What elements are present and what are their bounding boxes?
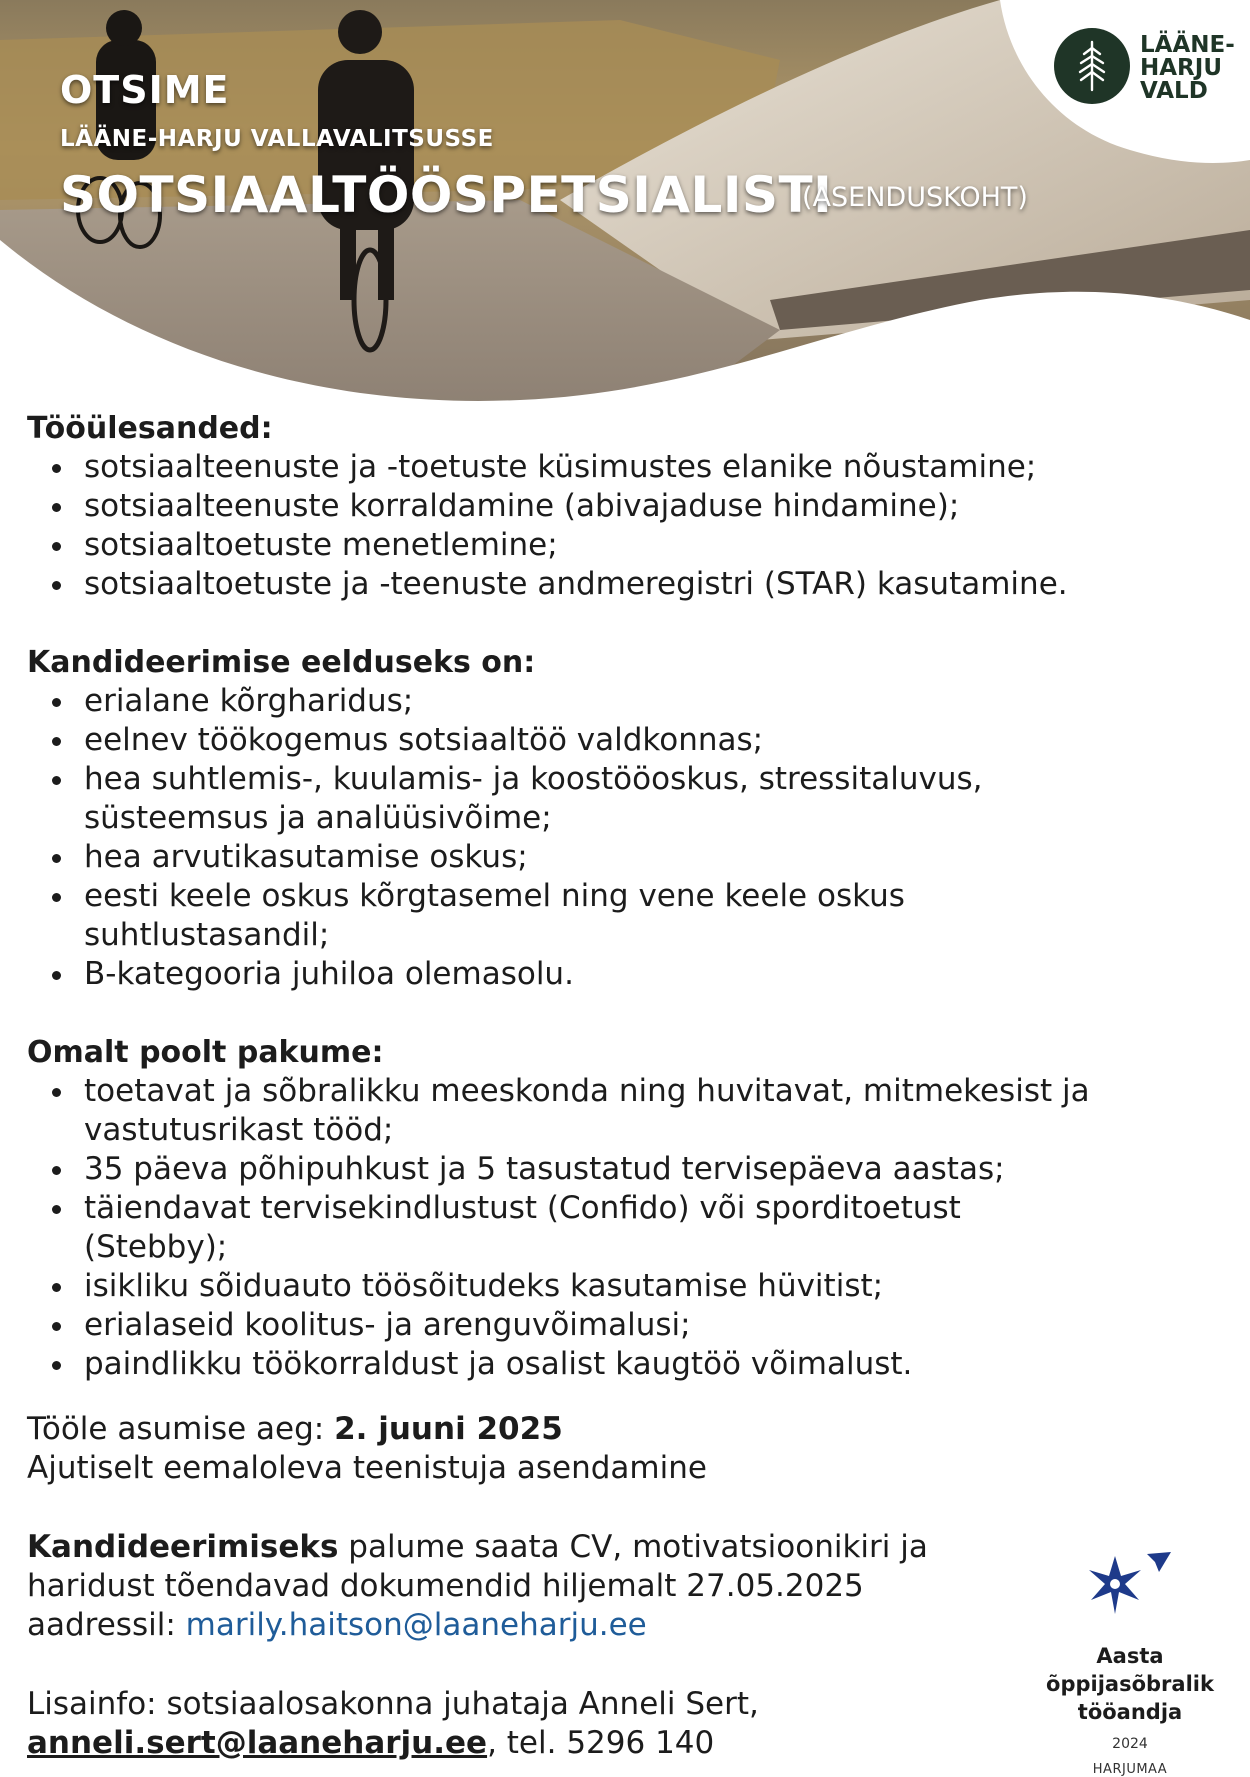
logo-line-1: LÄÄNE- bbox=[1140, 32, 1235, 58]
hero-kicker: OTSIME bbox=[60, 68, 230, 112]
list-item: paindlikku töökorraldust ja osalist kaugtöö võimalust. bbox=[27, 1345, 1207, 1384]
contact-email-link[interactable]: anneli.sert@laaneharju.ee bbox=[27, 1725, 488, 1761]
hero-employer: LÄÄNE-HARJU VALLAVALITSUSSE bbox=[60, 126, 494, 152]
apply-line-2: haridust tõendavad dokumendid hiljemalt 27.05.2025 bbox=[27, 1568, 864, 1604]
list-item: 35 päeva põhipuhkust ja 5 tasustatud tervisepäeva aastas; bbox=[27, 1150, 1207, 1189]
apply-email-link[interactable]: marily.haitson@laaneharju.ee bbox=[185, 1607, 647, 1643]
list-item: sotsiaaltoetuste ja -teenuste andmeregistri (STAR) kasutamine. bbox=[27, 565, 1207, 604]
list-item: erialaseid koolitus- ja arenguvõimalusi; bbox=[27, 1306, 1207, 1345]
job-subtitle: (ASENDUSKOHT) bbox=[802, 182, 1028, 213]
list-item: hea arvutikasutamise oskus; bbox=[27, 838, 1207, 877]
offer-list bbox=[27, 1072, 1207, 1384]
start-date-line bbox=[27, 1410, 1207, 1449]
logo-line-3: VALD bbox=[1140, 78, 1208, 104]
requirements-list bbox=[27, 682, 1207, 994]
municipality-logo bbox=[1054, 28, 1130, 104]
section-heading-offer: Omalt poolt pakume: bbox=[27, 1035, 384, 1070]
list-item: isikliku sõiduauto töösõitudeks kasutamise hüvitist; bbox=[27, 1267, 1207, 1306]
start-date-label: Tööle asumise aeg: bbox=[27, 1411, 335, 1447]
list-item: erialane kõrgharidus; bbox=[27, 682, 1207, 721]
list-item: eesti keele oskus kõrgtasemel ning vene keele oskus suhtlustasandil; bbox=[27, 877, 1207, 955]
award-year: 2024 bbox=[1112, 1736, 1148, 1752]
list-item: sotsiaalteenuste ja -toetuste küsimustes elanike nõustamine; bbox=[27, 448, 1207, 487]
fir-branch-icon bbox=[1054, 28, 1130, 104]
list-item: toetavat ja sõbralikku meeskonda ning huvitavat, mitmekesist ja vastutusrikast tööd; bbox=[27, 1072, 1207, 1150]
blue-star-burst-icon bbox=[1085, 1550, 1175, 1620]
list-item: B-kategooria juhiloa olemasolu. bbox=[27, 955, 1207, 994]
list-item: sotsiaaltoetuste menetlemine; bbox=[27, 526, 1207, 565]
job-title: SOTSIAALTÖÖSPETSIALISTI bbox=[60, 166, 833, 224]
start-date-value: 2. juuni 2025 bbox=[334, 1411, 563, 1447]
list-item: sotsiaalteenuste korraldamine (abivajaduse hindamine); bbox=[27, 487, 1207, 526]
hero-banner bbox=[0, 0, 1250, 420]
employer-award-badge bbox=[1010, 1550, 1250, 1777]
apply-bold: Kandideerimiseks bbox=[27, 1529, 339, 1565]
list-item: eelnev töökogemus sotsiaaltöö valdkonnas; bbox=[27, 721, 1207, 760]
list-item: täiendavat tervisekindlustust (Confido) või sporditoetust (Stebby); bbox=[27, 1189, 1207, 1267]
section-heading-requirements: Kandideerimise eelduseks on: bbox=[27, 645, 536, 680]
list-item: hea suhtlemis-, kuulamis- ja koostööoskus, stressitaluvus, süsteemsus ja analüüsivõime; bbox=[27, 760, 1207, 838]
info-line: Lisainfo: sotsiaalosakonna juhataja Anneli Sert, bbox=[27, 1686, 759, 1722]
apply-text-1: palume saata CV, motivatsioonikiri ja bbox=[338, 1529, 928, 1565]
tasks-list bbox=[27, 448, 1207, 604]
position-note: Ajutiselt eemaloleva teenistuja asendamine bbox=[27, 1450, 707, 1486]
apply-text-3: aadressil: bbox=[27, 1607, 186, 1643]
logo-line-2: HARJU bbox=[1140, 55, 1222, 81]
section-heading-tasks: Tööülesanded: bbox=[27, 411, 273, 446]
award-region: HARJUMAA bbox=[1092, 1762, 1168, 1777]
municipality-logo-text bbox=[1140, 34, 1235, 103]
contact-phone: , tel. 5296 140 bbox=[487, 1725, 715, 1761]
award-name: Aasta õppijasõbralik tööandja bbox=[1046, 1644, 1214, 1724]
